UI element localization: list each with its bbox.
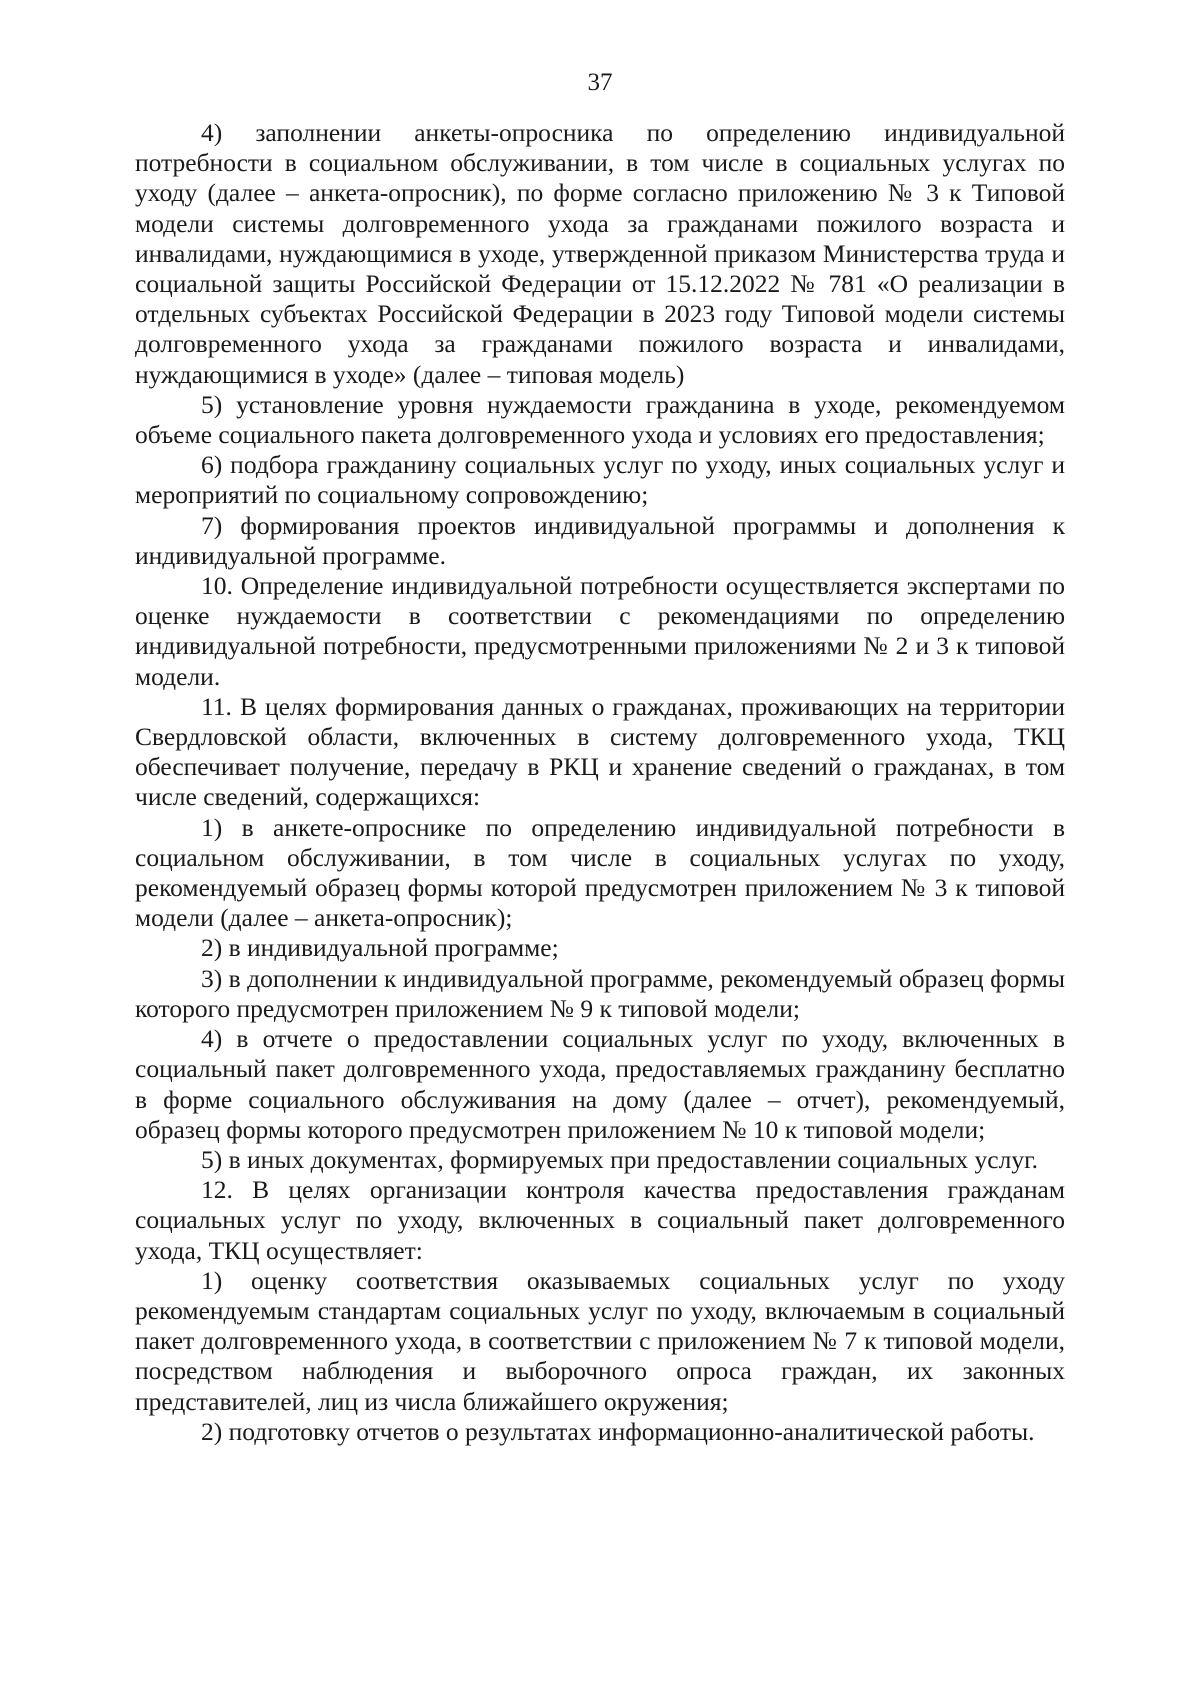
paragraph-clause-12-item-1: 1) оценку соответствия оказываемых социальных услуг по уходу рекомендуемым стандартам социальных услуг по уходу, включаемым в социальный пакет долговременного ухода, в соответствии с приложением № 7 к типовой модели, посредством наблюдения и выборочного опроса граждан, их законных представителей, лиц из числа ближайшего окружения; bbox=[135, 1265, 1065, 1416]
paragraph-clause-10: 10. Определение индивидуальной потребности осуществляется экспертами по оценке нуждаемости в соответствии с рекомендациями по определению индивидуальной потребности, предусмотренными приложениями № 2 и 3 к типовой модели. bbox=[135, 571, 1065, 691]
document-body bbox=[135, 118, 1065, 1447]
paragraph-clause-11-item-5: 5) в иных документах, формируемых при предоставлении социальных услуг. bbox=[201, 1144, 1039, 1174]
paragraph-item-5-need-level: 5) установление уровня нуждаемости гражданина в уходе, рекомендуемом объеме социального пакета долговременного ухода и условиях его предоставления; bbox=[135, 389, 1065, 450]
paragraph-clause-11-item-2: 2) в индивидуальной программе; bbox=[201, 933, 559, 963]
paragraph-clause-11: 11. В целях формирования данных о гражданах, проживающих на территории Свердловской области, включенных в систему долговременного ухода, ТКЦ обеспечивает получение, передачу в РКЦ и хранение сведений о гражданах, в том числе сведений, содержащихся: bbox=[135, 691, 1065, 812]
paragraph-item-6-service-selection: 6) подбора гражданину социальных услуг по уходу, иных социальных услуг и мероприятий по социальному сопровождению; bbox=[135, 450, 1065, 510]
paragraph-item-4-questionnaire: 4) заполнении анкеты-опросника по определению индивидуальной потребности в социальном обслуживании, в том числе в социальных услугах по уходу (далее – анкета-опросник), по форме согласно приложению № 3 к Типовой модели системы долговременного ухода за гражданами пожилого возраста и инвалидами, нуждающимися в уходе, утвержденной приказом Министерства труда и социальной защиты Российской Федерации от 15.12.2022 № 781 «О реализации в отдельных субъектах Российской Федерации в 2023 году Типовой модели системы долговременного ухода за гражданами пожилого возраста и инвалидами, нуждающимися в уходе» (далее – типовая модель) bbox=[135, 118, 1065, 389]
paragraph-clause-12-item-2: 2) подготовку отчетов о результатах информационно-аналитической работы. bbox=[201, 1416, 1035, 1446]
page-number: 37 bbox=[587, 69, 613, 96]
paragraph-clause-11-item-3: 3) в дополнении к индивидуальной программе, рекомендуемый образец формы которого предусмотрен приложением № 9 к типовой модели; bbox=[135, 963, 1065, 1023]
paragraph-item-7-program-drafts: 7) формирования проектов индивидуальной программы и дополнения к индивидуальной программе. bbox=[135, 510, 1065, 570]
paragraph-clause-12: 12. В целях организации контроля качества предоставления гражданам социальных услуг по уходу, включенных в социальный пакет долговременного ухода, ТКЦ осуществляет: bbox=[135, 1175, 1065, 1265]
paragraph-clause-11-item-1: 1) в анкете-опроснике по определению индивидуальной потребности в социальном обслуживании, в том числе в социальных услугах по уходу, рекомендуемый образец формы которой предусмотрен приложением № 3 к типовой модели (далее – анкета-опросник); bbox=[135, 812, 1065, 933]
paragraph-clause-11-item-4: 4) в отчете о предоставлении социальных услуг по уходу, включенных в социальный пакет долговременного ухода, предоставляемых гражданину бесплатно в форме социального обслуживания на дому (далее – отчет), рекомендуемый, образец формы которого предусмотрен приложением № 10 к типовой модели; bbox=[135, 1024, 1065, 1144]
